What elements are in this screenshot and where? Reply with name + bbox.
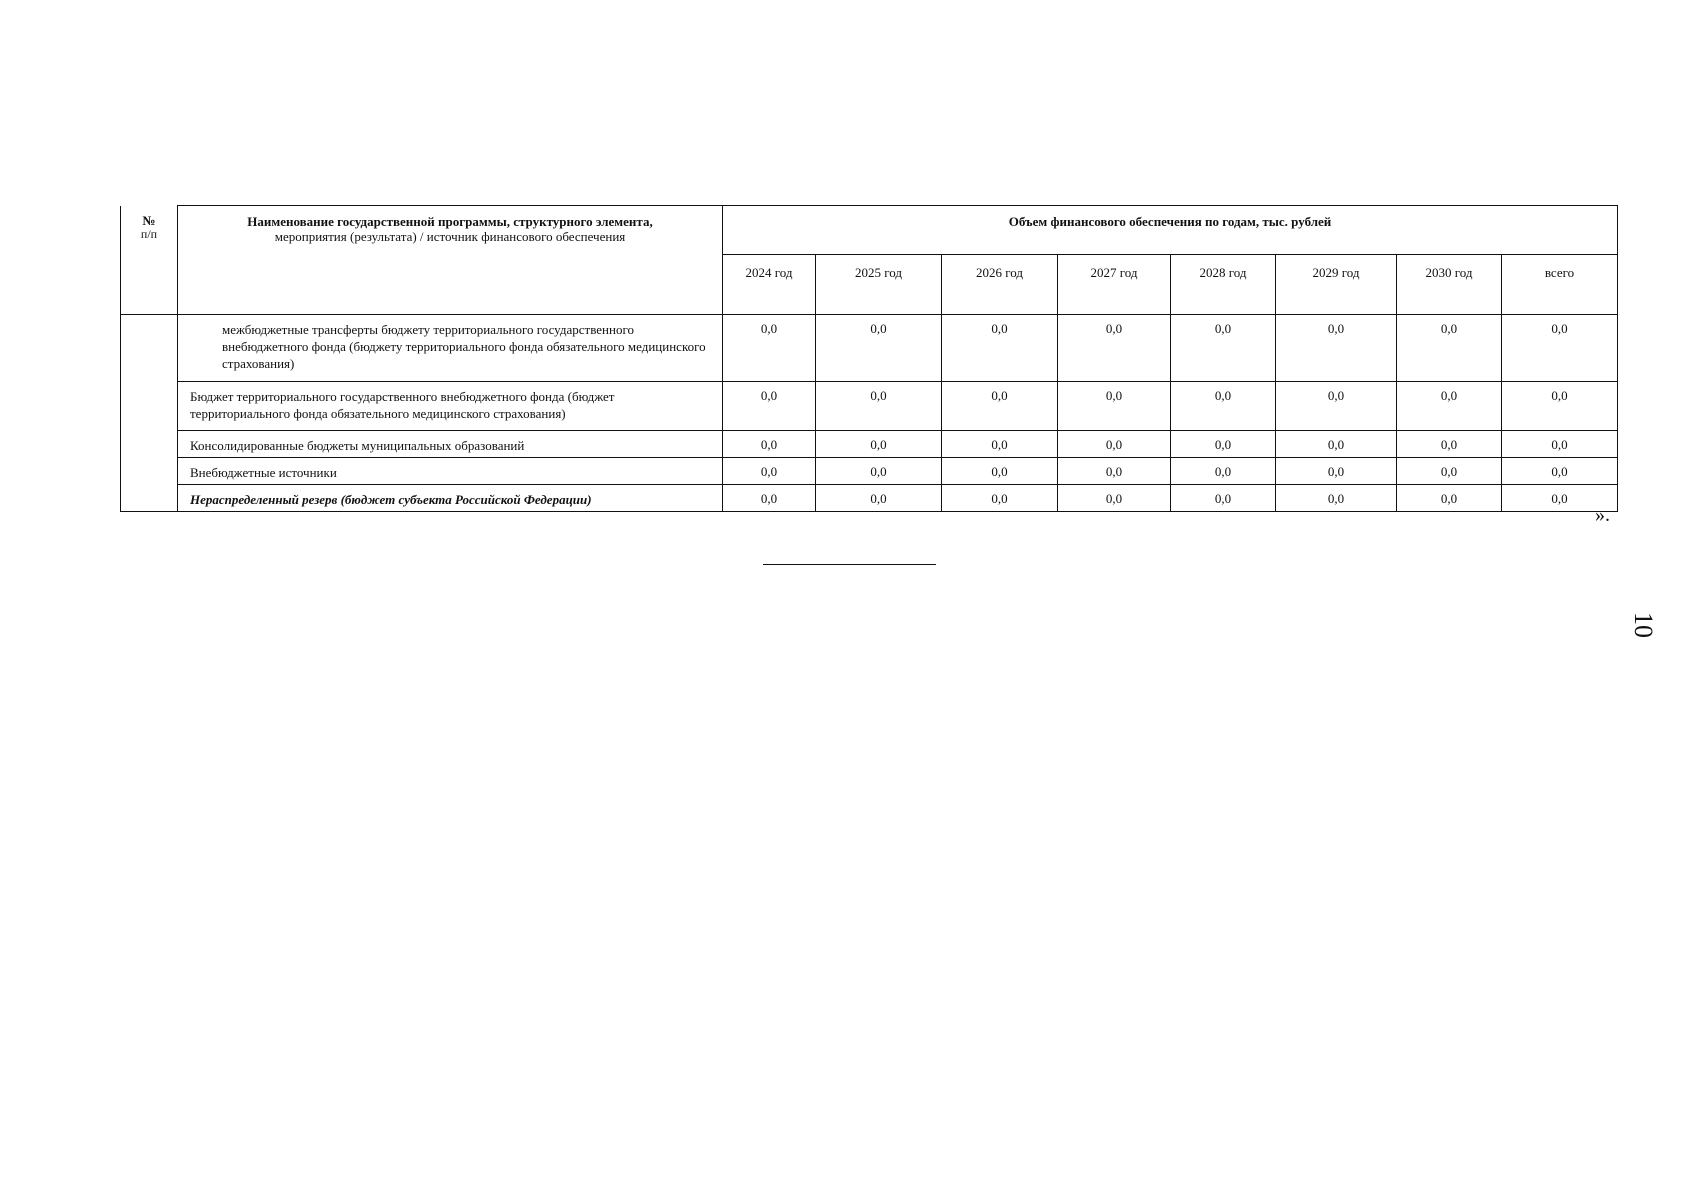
row-value: 0,0: [816, 458, 942, 485]
header-name-line1: Наименование государственной программы, структурного элемента,: [247, 214, 653, 229]
header-total: всего: [1502, 255, 1618, 315]
row-value: 0,0: [1058, 315, 1171, 382]
footnote-separator-line: [763, 564, 936, 565]
row-value: 0,0: [1276, 485, 1397, 512]
header-number-sub: п/п: [140, 226, 158, 241]
row-value: 0,0: [1502, 315, 1618, 382]
row-value: 0,0: [723, 485, 816, 512]
header-year-2028: 2028 год: [1171, 255, 1276, 315]
row-number-cell: [121, 315, 178, 512]
row-value: 0,0: [816, 485, 942, 512]
row-value: 0,0: [1502, 431, 1618, 458]
header-number-cell: [121, 206, 178, 315]
row-value: 0,0: [1502, 485, 1618, 512]
row-value: 0,0: [1502, 382, 1618, 431]
row-value: 0,0: [1276, 431, 1397, 458]
row-value: 0,0: [1171, 382, 1276, 431]
row-value: 0,0: [1502, 458, 1618, 485]
financing-table: [120, 205, 1618, 512]
row-value: 0,0: [1171, 485, 1276, 512]
header-name-line2: мероприятия (результата) / источник финансового обеспечения: [274, 229, 626, 244]
table-row: [121, 382, 1618, 431]
row-value: 0,0: [723, 315, 816, 382]
row-value: 0,0: [816, 315, 942, 382]
header-year-2025: 2025 год: [816, 255, 942, 315]
page-number: 10: [1629, 612, 1658, 638]
row-name: Консолидированные бюджеты муниципальных образований: [178, 431, 723, 458]
row-value: 0,0: [723, 382, 816, 431]
row-value: 0,0: [1397, 382, 1502, 431]
table-row: [121, 458, 1618, 485]
row-value: 0,0: [1397, 315, 1502, 382]
header-year-2030: 2030 год: [1397, 255, 1502, 315]
row-value: 0,0: [1058, 458, 1171, 485]
row-name: Бюджет территориального государственного внебюджетного фонда (бюджет территориального фонда обязательного медицинского страхования): [178, 382, 723, 431]
row-value: 0,0: [942, 315, 1058, 382]
row-name: Нераспределенный резерв (бюджет субъекта Российской Федерации): [178, 485, 723, 512]
row-value: 0,0: [1397, 431, 1502, 458]
row-value: 0,0: [1276, 458, 1397, 485]
header-number-symbol: №: [142, 212, 156, 228]
row-value: 0,0: [723, 458, 816, 485]
row-value: 0,0: [942, 458, 1058, 485]
table-row: [121, 315, 1618, 382]
row-value: 0,0: [1276, 315, 1397, 382]
header-name-cell: [178, 206, 723, 315]
row-value: 0,0: [1397, 485, 1502, 512]
header-financing-group: Объем финансового обеспечения по годам, тыс. рублей: [723, 206, 1618, 255]
closing-quote: ».: [1595, 504, 1610, 526]
row-value: 0,0: [1058, 431, 1171, 458]
header-year-2027: 2027 год: [1058, 255, 1171, 315]
row-name: Внебюджетные источники: [178, 458, 723, 485]
row-value: 0,0: [1397, 458, 1502, 485]
row-value: 0,0: [1171, 431, 1276, 458]
table-row: [121, 485, 1618, 512]
row-value: 0,0: [942, 382, 1058, 431]
row-value: 0,0: [816, 382, 942, 431]
row-value: 0,0: [816, 431, 942, 458]
row-value: 0,0: [1171, 315, 1276, 382]
row-value: 0,0: [1058, 485, 1171, 512]
row-value: 0,0: [942, 485, 1058, 512]
row-value: 0,0: [1276, 382, 1397, 431]
header-year-2029: 2029 год: [1276, 255, 1397, 315]
row-name: межбюджетные трансферты бюджету территориального государственного внебюджетного фонда (бюджету территориального фонда обязательного медицинского страхования): [178, 315, 723, 382]
table-row: [121, 431, 1618, 458]
header-year-2026: 2026 год: [942, 255, 1058, 315]
header-year-2024: 2024 год: [723, 255, 816, 315]
row-value: 0,0: [942, 431, 1058, 458]
row-value: 0,0: [1058, 382, 1171, 431]
row-value: 0,0: [723, 431, 816, 458]
header-row-1: [121, 206, 1618, 255]
row-value: 0,0: [1171, 458, 1276, 485]
